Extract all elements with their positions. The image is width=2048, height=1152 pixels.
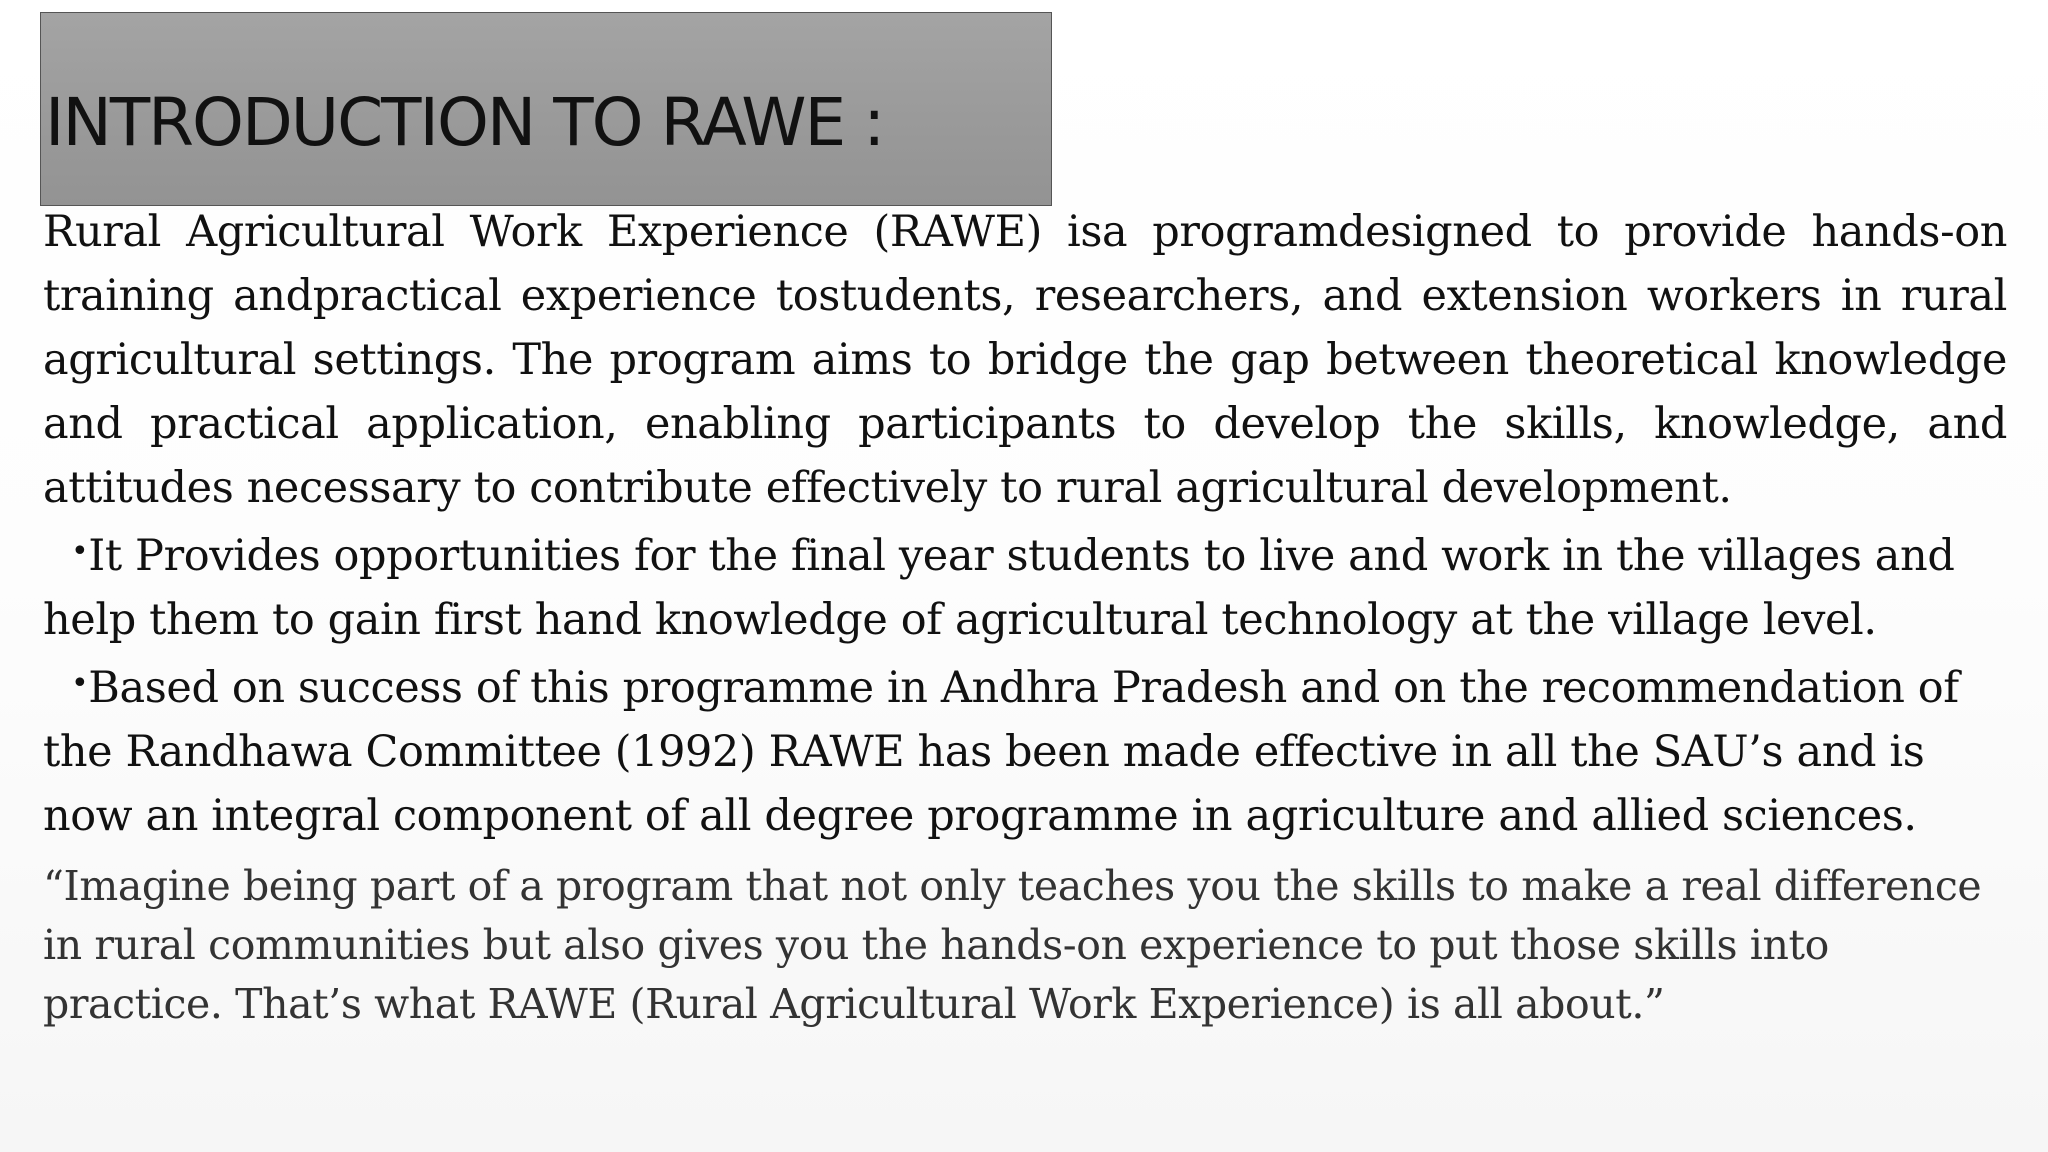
bullet-item <box>43 520 2007 652</box>
slide-title: INTRODUCTION TO RAWE : <box>45 83 884 161</box>
bullet-text: Based on success of this programme in Andhra Pradesh and on the recommendation of the Randhawa Committee (1992) RAWE has been made effective in all the SAU’s and is now an integral component of all degree programme in agriculture and allied sciences. <box>43 663 1959 841</box>
bullet-text: It Provides opportunities for the final year students to live and work in the villages and help them to gain first hand knowledge of agricultural technology at the village level. <box>43 531 1955 645</box>
bullet-dot-icon: • <box>71 666 89 701</box>
intro-paragraph: Rural Agricultural Work Experience (RAWE) isa programdesigned to provide hands-on training andpractical experience tostudents, researchers, and extension workers in rural agricultural settings. The program aims to bridge the gap between theoretical knowledge and practical application, enabling participants to develop the skills, knowledge, and attitudes necessary to contribute effectively to rural agricultural development. <box>43 207 2007 513</box>
bullet-item <box>43 652 2007 848</box>
bullet-dot-icon: • <box>71 534 89 569</box>
slide-body <box>43 200 2007 848</box>
title-box <box>40 12 1052 206</box>
quote-paragraph: “Imagine being part of a program that not only teaches you the skills to make a real difference in rural communities but also gives you the hands-on experience to put those skills into practice. That’s what RAWE (Rural Agricultural Work Experience) is all about.” <box>43 862 1982 1028</box>
